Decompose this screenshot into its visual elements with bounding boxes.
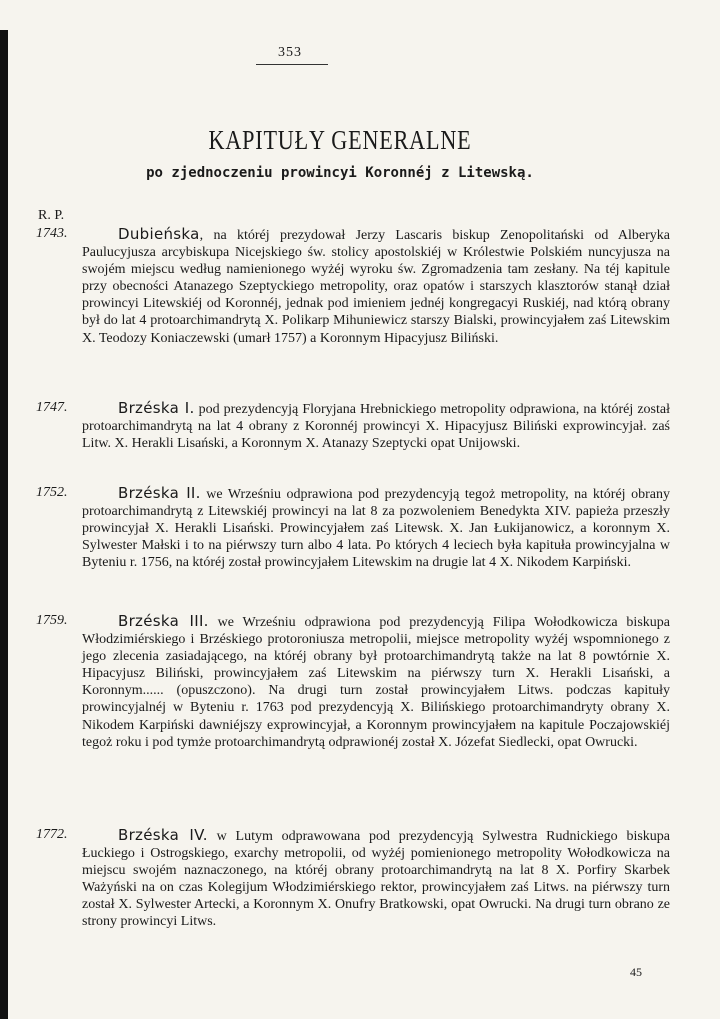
entry-year: 1772. (36, 827, 68, 842)
entry-year: 1747. (36, 400, 68, 415)
entry-year: 1743. (36, 226, 68, 241)
rp-label: R. P. (38, 208, 65, 223)
entry-text (82, 613, 670, 751)
entry-body: pod prezydencyją Floryjana Hrebnickiego metropolity odprawiona, na któréj został protoarchimandrytą na lat 4 obrany z Koronnéj prowincyi X. Hipacyjusz Biliński exprowincyjał. zaś Litw. X. Herakli Lisański, a Koronnym X. Atanazy Szeptycki opat Unijowski. (82, 402, 670, 452)
entry-body: we Wrześniu odprawiona pod prezydencyją Filipa Wołodkowicza biskupa Włodzimiérskiego i Brzéskiego protoroniusza metropolii, miejsce metropolity wyżéj wspomnionego z jego zlecenia zasiadającego, na któréj obrany był protoarchimandrytą także na lat 8 powtórnie X. Hipacyjusz Biliński, prowincyjałem zaś Litewskim na piérwszy turn X. Herakli Lisański, a Koronnym...... (opuszczono). Na drugi turn został prowincyjałem Litws. podczas kapituły prowincyjalnéj w Byteniu r. 1763 pod prezydencyją X. Bilińskiego protoarchimandryty obrany X. Nikodem Karpiński dawniéjszy exprowincyjał, a Koronnym prowincyjałem na kapitule Poczajowskiéj tegoż roku i pod tymże protoarchimandrytą odprawionéj został X. Józefat Siedlecki, opat Owrucki. (82, 615, 670, 750)
page-number-rule (256, 64, 328, 65)
entry-year: 1752. (36, 485, 68, 500)
entry-text (82, 226, 670, 347)
entry-name: Brzéska IV. (118, 826, 208, 844)
entry-1747 (36, 400, 672, 452)
entry-text (82, 485, 670, 571)
scan-edge-bar (0, 30, 8, 1019)
entry-year: 1759. (36, 613, 68, 628)
entry-body: , na któréj prezydował Jerzy Lascaris biskup Zenopolitański od Alberyka Paulucyjusza arcybiskupa Nicejskiego św. stolicy apostolskiéj w Królestwie Polskiém nuncyjusza na swojém miejscu według namienionego wyżéj wyroku św. Zgromadzenia tam zesłany. Na téj kapitule przy obecności Atanazego Szeptyckiego metropolity, oraz opatów i starszych klasztorów stanął dział prowincyi Litewskiéj od Koronnéj, jednak pod imieniem jednéj kongregacyi Ruskiéj, nad którą obrany był do lat 4 protoarchimandrytą X. Polikarp Mihuniewicz starszy Bialski, prowincyjałem zaś Litewskim X. Teodozy Koniaczewski (umarł 1757) a Koronnym Hipacyjusz Biliński. (82, 228, 670, 346)
signature-mark: 45 (630, 965, 642, 979)
page-subtitle: po zjednoczeniu prowincyi Koronnéj z Litewską. (146, 165, 534, 181)
page-title: KAPITUŁY GENERALNE (208, 125, 472, 155)
entry-1743 (36, 226, 672, 347)
entry-1772 (36, 827, 672, 931)
entry-body: we Wrześniu odprawiona pod prezydencyją tegoż metropolity, na któréj obrany protoarchimandrytą z Litewskiéj prowincyi na lat 8 za pozwoleniem Benedykta XIV. papieża przeszły prowincyjał X. Herakli Lisański. Prowincyjałem zaś Litewsk. X. Jan Łukijanowicz, a koronnym X. Sylwester Małski i to na piérwszy turn albo 4 lata. Po których 4 leciech była kapituła prowincyjalna w Byteniu r. 1756, na któréj został prowincyjałem Litewskim na drugie lat 4 X. Nikodem Karpiński. (82, 487, 670, 571)
entry-text (82, 827, 670, 931)
entry-name: Dubieńska (118, 225, 200, 243)
entry-body: w Lutym odprawowana pod prezydencyją Sylwestra Rudnickiego biskupa Łuckiego i Ostrogskiego, exarchy metropolii, od wyżéj pomienionego metropolity Wołodkowicza na miejscu swojém naznaczonego, na któréj obrany protoarchimandrytą na lat 8 X. Porfiry Skarbek Ważyński na on czas Kolegijum Włodzimiérskiego rektor, prowincyjałem zaś Litws. na piérwszy turn został X. Sylwester Artecki, a Koronnym X. Onufry Bratkowski, opat Owrucki. Na drugi turn obrano ze strony prowincyi Litws. (82, 829, 670, 930)
entry-1759 (36, 613, 672, 751)
page-number: 353 (278, 45, 302, 60)
entry-text (82, 400, 670, 452)
entry-1752 (36, 485, 672, 571)
entry-name: Brzéska III. (118, 612, 209, 630)
entry-name: Brzéska II. (118, 484, 201, 502)
entry-name: Brzéska I. (118, 399, 195, 417)
